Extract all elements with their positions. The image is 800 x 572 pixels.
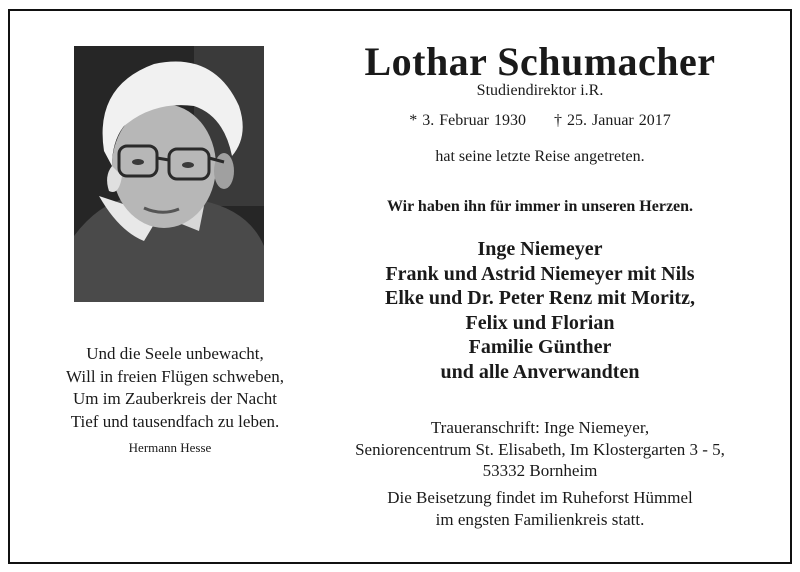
- mourner-line: Felix und Florian: [465, 311, 615, 334]
- burial-line: im engsten Familienkreis statt.: [435, 509, 645, 529]
- deceased-name: Lothar Schumacher: [364, 39, 716, 84]
- poem-line: Und die Seele unbewacht,: [86, 344, 264, 363]
- address-line: Traueranschrift: Inge Niemeyer,: [430, 418, 650, 437]
- burial-info: [320, 487, 760, 530]
- portrait-photo: [74, 46, 264, 302]
- poem: [30, 343, 320, 433]
- portrait-photo-image: [74, 46, 264, 302]
- address-line: 53332 Bornheim: [482, 461, 598, 480]
- mourner-line: und alle Anverwandten: [440, 360, 640, 383]
- poem-author: Hermann Hesse: [128, 440, 212, 455]
- mourner-line: Inge Niemeyer: [477, 238, 603, 260]
- mourners-list: [320, 237, 760, 384]
- life-dates: [320, 112, 760, 130]
- address-line: Seniorencentrum St. Elisabeth, Im Klostergarten 3 - 5,: [355, 439, 725, 459]
- burial-line: Die Beisetzung findet im Ruheforst Hümmel: [387, 488, 693, 507]
- death-date: † 25. Januar 2017: [554, 112, 671, 129]
- poem-line: Will in freien Flügen schweben,: [66, 366, 284, 386]
- notice-motto: Wir haben ihn für immer in unseren Herzen.: [386, 198, 694, 215]
- poem-line: Um im Zauberkreis der Nacht: [73, 389, 277, 408]
- notice-message: hat seine letzte Reise angetreten.: [435, 148, 645, 165]
- mourner-line: Elke und Dr. Peter Renz mit Moritz,: [385, 287, 695, 309]
- poem-line: Tief und tausendfach zu leben.: [70, 411, 280, 431]
- birth-date: * 3. Februar 1930: [409, 112, 526, 129]
- mourner-line: Familie Günther: [468, 336, 612, 358]
- mourning-address: [320, 417, 760, 482]
- deceased-title: Studiendirektor i.R.: [476, 82, 604, 99]
- mourner-line: Frank und Astrid Niemeyer mit Nils: [385, 262, 695, 285]
